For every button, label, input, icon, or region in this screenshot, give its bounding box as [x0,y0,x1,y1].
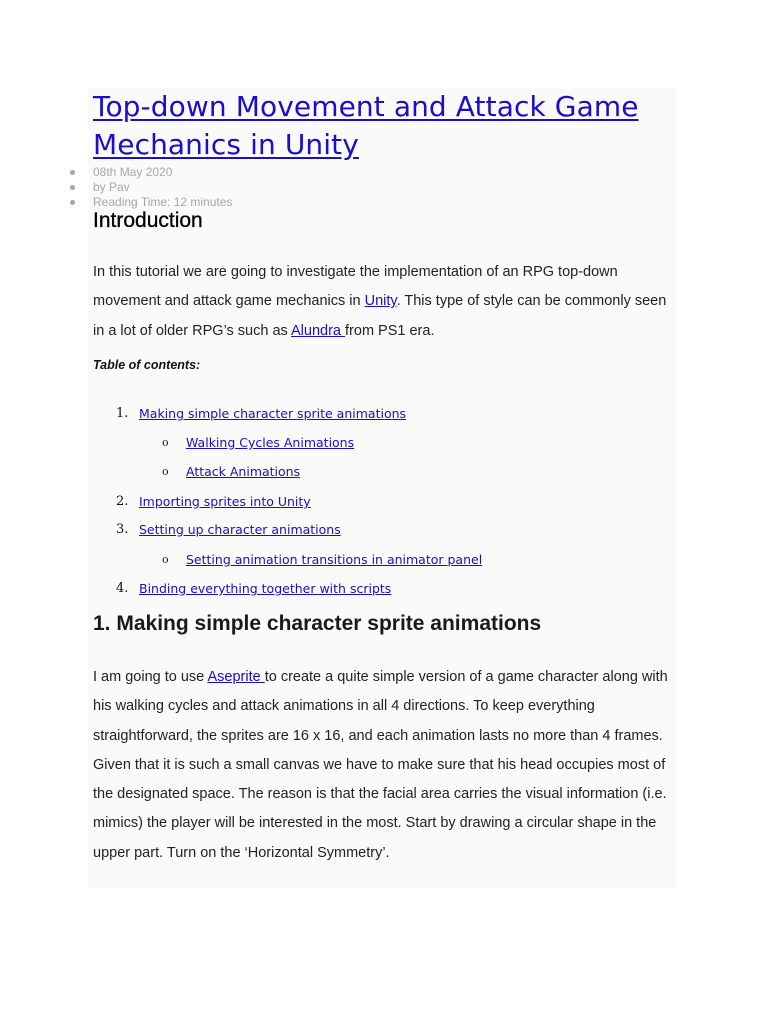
meta-author: by Pav [70,180,232,195]
article-meta [70,165,232,210]
intro-text-1: In this tutorial we are going to investigate the implementation of an RPG top-down movement and attack game mechanics in [93,264,618,310]
meta-date: 08th May 2020 [70,165,232,180]
toc-label: Table of contents: [93,358,201,372]
toc-link[interactable]: Setting animation transitions in animator panel [186,552,483,567]
toc-link[interactable]: Binding everything together with scripts [139,581,392,596]
toc-link[interactable]: Walking Cycles Animations [186,435,355,450]
intro-text-2: . This type of style can be commonly seen in a lot of older RPG’s such as [93,293,667,339]
toc-marker: o [162,465,169,478]
article-title-link[interactable]: Top-down Movement and Attack Game Mechanics in Unity [93,90,639,161]
section-1-heading: 1. Making simple character sprite animations [93,612,542,635]
intro-text-3: from PS1 era. [345,322,435,339]
meta-reading-time: Reading Time: 12 minutes [70,195,232,210]
aseprite-link[interactable]: Aseprite [207,669,265,685]
toc-marker: 4. [116,581,129,596]
toc-link[interactable]: Attack Animations [186,464,301,479]
unity-link[interactable]: Unity [364,293,397,310]
toc-marker: 1. [116,406,129,421]
intro-paragraph [93,258,678,346]
intro-heading: Introduction [93,209,203,232]
section-1-text-2: to create a quite simple version of a game character along with his walking cycles and attack animations in all 4 directions. To keep everything straightforward, the sprites are 16 x 16, and each animation lasts no more than 4 frames. Given that it is such a small canvas we have to make sure that his head occupies most of the designated space. The reason is that the facial area carries the visual information (i.e. mimics) the player will be interested in the most. Start by drawing a circular shape in the upper part. Turn on the ‘Horizontal Symmetry’. [93,669,668,861]
section-1-paragraph [93,663,678,868]
toc-link[interactable]: Setting up character animations [139,522,341,537]
toc-marker: o [162,436,169,449]
toc-marker: o [162,553,169,566]
toc-marker: 2. [116,494,129,509]
toc-link[interactable]: Making simple character sprite animations [139,406,407,421]
toc-marker: 3. [116,522,129,537]
section-1-text-1: I am going to use [93,669,208,685]
alundra-link[interactable]: Alundra [291,322,346,339]
toc-link[interactable]: Importing sprites into Unity [139,494,311,509]
